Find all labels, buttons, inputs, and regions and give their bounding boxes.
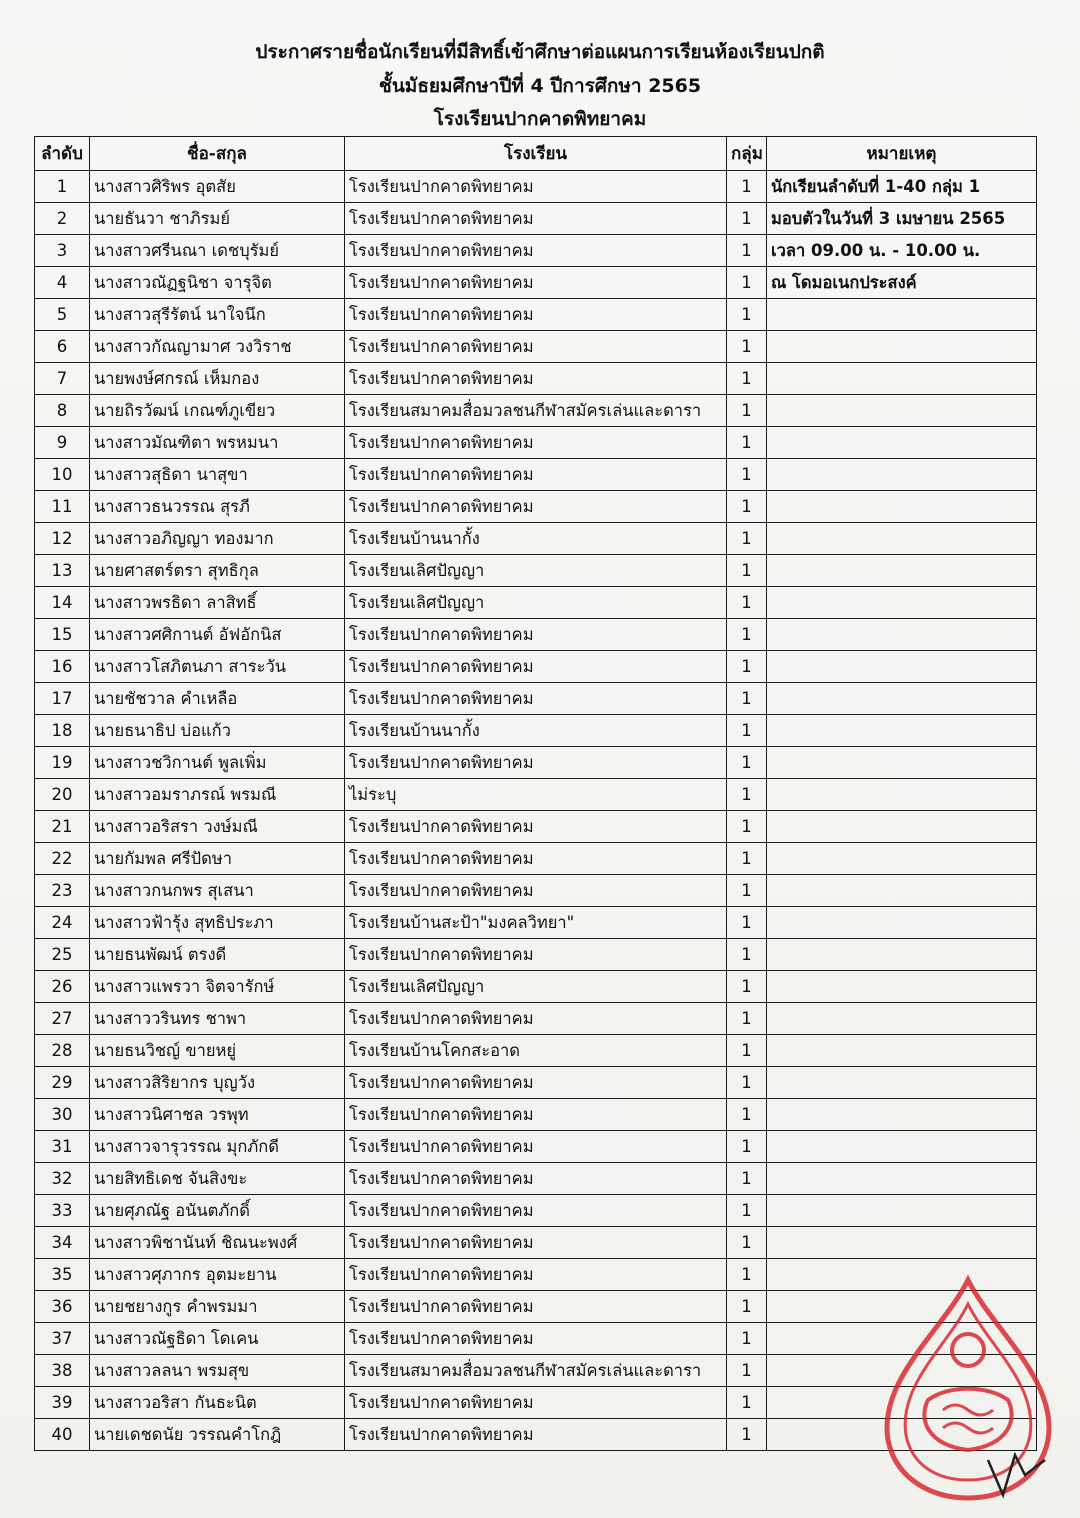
row-group-cell: 1 (727, 939, 767, 971)
row-order-cell: 17 (35, 683, 90, 715)
row-note-cell (767, 523, 1037, 555)
row-note-cell (767, 1227, 1037, 1259)
row-school-cell: โรงเรียนปากคาดพิทยาคม (345, 875, 727, 907)
row-group-cell: 1 (727, 971, 767, 1003)
row-group-cell: 1 (727, 523, 767, 555)
row-school-cell: โรงเรียนปากคาดพิทยาคม (345, 1227, 727, 1259)
row-group-cell: 1 (727, 1419, 767, 1451)
row-group-cell: 1 (727, 459, 767, 491)
row-note-cell (767, 1035, 1037, 1067)
column-header-name: ชื่อ-สกุล (90, 137, 345, 171)
row-name-cell: นางสาวศรีนณา เดชบุรัมย์ (90, 235, 345, 267)
row-school-cell: โรงเรียนปากคาดพิทยาคม (345, 1131, 727, 1163)
table-row (35, 875, 1037, 907)
row-school-cell: โรงเรียนปากคาดพิทยาคม (345, 843, 727, 875)
row-note-cell (767, 939, 1037, 971)
row-school-cell: โรงเรียนสมาคมสื่อมวลชนกีฬาสมัครเล่นและดารา (345, 1355, 727, 1387)
table-row (35, 555, 1037, 587)
row-group-cell: 1 (727, 555, 767, 587)
row-name-cell: นางสาวอมราภรณ์ พรมณี (90, 779, 345, 811)
table-row (35, 811, 1037, 843)
table-row (35, 1163, 1037, 1195)
row-name-cell: นายเดชดนัย วรรณคำโกฎิ (90, 1419, 345, 1451)
row-group-cell: 1 (727, 1323, 767, 1355)
row-group-cell: 1 (727, 1067, 767, 1099)
row-school-cell: โรงเรียนปากคาดพิทยาคม (345, 1003, 727, 1035)
table-row (35, 491, 1037, 523)
row-group-cell: 1 (727, 1195, 767, 1227)
row-name-cell: นางสาวฟ้ารุ้ง สุทธิประภา (90, 907, 345, 939)
row-order-cell: 19 (35, 747, 90, 779)
row-school-cell: โรงเรียนปากคาดพิทยาคม (345, 235, 727, 267)
row-order-cell: 26 (35, 971, 90, 1003)
table-row (35, 427, 1037, 459)
column-header-order: ลำดับ (35, 137, 90, 171)
title-line-3: โรงเรียนปากคาดพิทยาคม (433, 108, 647, 130)
table-row (35, 619, 1037, 651)
title-line-2: ชั้นมัธยมศึกษาปีที่ 4 ปีการศึกษา 2565 (378, 75, 702, 97)
row-school-cell: โรงเรียนบ้านนากั้ง (345, 523, 727, 555)
table-body (35, 171, 1037, 1451)
row-school-cell: โรงเรียนสมาคมสื่อมวลชนกีฬาสมัครเล่นและดารา (345, 395, 727, 427)
row-order-cell: 20 (35, 779, 90, 811)
row-group-cell: 1 (727, 491, 767, 523)
table-row (35, 843, 1037, 875)
row-name-cell: นายพงษ์ศกรณ์ เห็มกอง (90, 363, 345, 395)
row-name-cell: นางสาวมัณฑิตา พรหมนา (90, 427, 345, 459)
row-order-cell: 22 (35, 843, 90, 875)
row-name-cell: นางสาวนิศาชล วรพุท (90, 1099, 345, 1131)
row-school-cell: โรงเรียนบ้านโคกสะอาด (345, 1035, 727, 1067)
row-school-cell: โรงเรียนปากคาดพิทยาคม (345, 651, 727, 683)
row-order-cell: 38 (35, 1355, 90, 1387)
row-note-cell (767, 1131, 1037, 1163)
row-order-cell: 24 (35, 907, 90, 939)
row-name-cell: นางสาวอริสา กันธะนิต (90, 1387, 345, 1419)
row-name-cell: นายชัชวาล คำเหลือ (90, 683, 345, 715)
row-order-cell: 27 (35, 1003, 90, 1035)
row-name-cell: นางสาวอริสรา วงษ์มณี (90, 811, 345, 843)
row-order-cell: 36 (35, 1291, 90, 1323)
row-school-cell: โรงเรียนปากคาดพิทยาคม (345, 427, 727, 459)
row-school-cell: โรงเรียนปากคาดพิทยาคม (345, 1163, 727, 1195)
table-row (35, 1355, 1037, 1387)
row-note-cell (767, 1259, 1037, 1291)
row-school-cell: โรงเรียนปากคาดพิทยาคม (345, 491, 727, 523)
table-row (35, 459, 1037, 491)
row-school-cell: โรงเรียนปากคาดพิทยาคม (345, 683, 727, 715)
row-name-cell: นางสาวพิชานันท์ ชิณนะพงศ์ (90, 1227, 345, 1259)
row-name-cell: นายธนาธิป บ่อแก้ว (90, 715, 345, 747)
row-name-cell: นางสาวพรธิดา ลาสิทธิ์ (90, 587, 345, 619)
row-name-cell: นางสาวสุรีรัตน์ นาใจนึก (90, 299, 345, 331)
row-order-cell: 33 (35, 1195, 90, 1227)
row-school-cell: โรงเรียนปากคาดพิทยาคม (345, 1419, 727, 1451)
row-school-cell: โรงเรียนปากคาดพิทยาคม (345, 331, 727, 363)
row-group-cell: 1 (727, 875, 767, 907)
row-group-cell: 1 (727, 1387, 767, 1419)
column-header-group: กลุ่ม (727, 137, 767, 171)
row-group-cell: 1 (727, 1291, 767, 1323)
row-note-cell (767, 619, 1037, 651)
row-note-cell (767, 1003, 1037, 1035)
row-name-cell: นางสาวณัฏฐนิชา จารุจิต (90, 267, 345, 299)
row-group-cell: 1 (727, 171, 767, 203)
row-group-cell: 1 (727, 1099, 767, 1131)
row-name-cell: นายศาสตร์ตรา สุทธิกุล (90, 555, 345, 587)
row-name-cell: นางสาวธนวรรณ สุรภี (90, 491, 345, 523)
row-name-cell: นายชยางกูร คำพรมมา (90, 1291, 345, 1323)
row-note-cell (767, 1163, 1037, 1195)
row-note-cell (767, 395, 1037, 427)
row-name-cell: นางสาวกนกพร สุเสนา (90, 875, 345, 907)
row-note-cell (767, 971, 1037, 1003)
row-order-cell: 8 (35, 395, 90, 427)
row-order-cell: 3 (35, 235, 90, 267)
row-note-cell (767, 1323, 1037, 1355)
row-name-cell: นายธนพัฒน์ ตรงดี (90, 939, 345, 971)
row-note-cell (767, 459, 1037, 491)
row-group-cell: 1 (727, 747, 767, 779)
row-note-cell: มอบตัวในวันที่ 3 เมษายน 2565 (767, 203, 1037, 235)
row-note-cell (767, 555, 1037, 587)
row-group-cell: 1 (727, 1227, 767, 1259)
row-name-cell: นายกัมพล ศรีปัดษา (90, 843, 345, 875)
row-group-cell: 1 (727, 1163, 767, 1195)
row-school-cell: โรงเรียนปากคาดพิทยาคม (345, 1099, 727, 1131)
row-note-cell (767, 1387, 1037, 1419)
table-row (35, 1291, 1037, 1323)
table-row (35, 395, 1037, 427)
row-group-cell: 1 (727, 1355, 767, 1387)
row-note-cell (767, 907, 1037, 939)
row-group-cell: 1 (727, 331, 767, 363)
table-row (35, 1323, 1037, 1355)
row-name-cell: นางสาวกัณญามาศ วงวิราช (90, 331, 345, 363)
row-school-cell: โรงเรียนปากคาดพิทยาคม (345, 1387, 727, 1419)
row-group-cell: 1 (727, 395, 767, 427)
row-order-cell: 29 (35, 1067, 90, 1099)
row-group-cell: 1 (727, 715, 767, 747)
row-group-cell: 1 (727, 267, 767, 299)
row-school-cell: โรงเรียนปากคาดพิทยาคม (345, 267, 727, 299)
row-order-cell: 35 (35, 1259, 90, 1291)
row-order-cell: 4 (35, 267, 90, 299)
table-row (35, 715, 1037, 747)
row-group-cell: 1 (727, 779, 767, 811)
row-note-cell (767, 587, 1037, 619)
row-school-cell: โรงเรียนปากคาดพิทยาคม (345, 299, 727, 331)
row-group-cell: 1 (727, 363, 767, 395)
row-note-cell: นักเรียนลำดับที่ 1-40 กลุ่ม 1 (767, 171, 1037, 203)
table-row (35, 1419, 1037, 1451)
row-name-cell: นางสาวชวิกานต์ พูลเพิ่ม (90, 747, 345, 779)
row-note-cell (767, 875, 1037, 907)
row-group-cell: 1 (727, 203, 767, 235)
table-row (35, 203, 1037, 235)
row-order-cell: 31 (35, 1131, 90, 1163)
table-row (35, 779, 1037, 811)
row-order-cell: 28 (35, 1035, 90, 1067)
table-row (35, 299, 1037, 331)
row-note-cell (767, 779, 1037, 811)
row-order-cell: 13 (35, 555, 90, 587)
row-name-cell: นางสาวแพรวา จิตจารักษ์ (90, 971, 345, 1003)
row-note-cell (767, 1291, 1037, 1323)
row-note-cell: ณ โดมอเนกประสงค์ (767, 267, 1037, 299)
row-name-cell: นางสาวจารุวรรณ มุกภักดี (90, 1131, 345, 1163)
row-school-cell: โรงเรียนปากคาดพิทยาคม (345, 939, 727, 971)
row-group-cell: 1 (727, 651, 767, 683)
row-name-cell: นายธนวิชญ์ ขายหยู่ (90, 1035, 345, 1067)
row-group-cell: 1 (727, 683, 767, 715)
row-school-cell: โรงเรียนปากคาดพิทยาคม (345, 1291, 727, 1323)
row-group-cell: 1 (727, 907, 767, 939)
row-order-cell: 32 (35, 1163, 90, 1195)
row-school-cell: โรงเรียนปากคาดพิทยาคม (345, 171, 727, 203)
row-note-cell (767, 683, 1037, 715)
row-order-cell: 39 (35, 1387, 90, 1419)
row-group-cell: 1 (727, 1259, 767, 1291)
row-note-cell (767, 1355, 1037, 1387)
row-order-cell: 6 (35, 331, 90, 363)
row-school-cell: โรงเรียนเลิศปัญญา (345, 555, 727, 587)
row-school-cell: โรงเรียนปากคาดพิทยาคม (345, 811, 727, 843)
row-name-cell: นายศุภณัฐ อนันตภักดิ์ (90, 1195, 345, 1227)
row-order-cell: 25 (35, 939, 90, 971)
row-name-cell: นางสาวณัฐธิดา โดเคน (90, 1323, 345, 1355)
row-school-cell: โรงเรียนปากคาดพิทยาคม (345, 363, 727, 395)
row-school-cell: โรงเรียนปากคาดพิทยาคม (345, 1195, 727, 1227)
table-row (35, 971, 1037, 1003)
row-group-cell: 1 (727, 811, 767, 843)
row-group-cell: 1 (727, 427, 767, 459)
row-order-cell: 12 (35, 523, 90, 555)
row-school-cell: โรงเรียนเลิศปัญญา (345, 971, 727, 1003)
row-name-cell: นางสาวอภิญญา ทองมาก (90, 523, 345, 555)
row-name-cell: นายถิรวัฒน์ เกณฑ์ภูเขียว (90, 395, 345, 427)
row-note-cell (767, 1195, 1037, 1227)
row-name-cell: นางสาวศศิกานต์ อัฟอักนิส (90, 619, 345, 651)
row-group-cell: 1 (727, 587, 767, 619)
table-row (35, 1195, 1037, 1227)
row-note-cell (767, 331, 1037, 363)
column-header-note: หมายเหตุ (767, 137, 1037, 171)
row-group-cell: 1 (727, 1035, 767, 1067)
row-name-cell: นางสาวศุภากร อุตมะยาน (90, 1259, 345, 1291)
row-order-cell: 23 (35, 875, 90, 907)
table-row (35, 587, 1037, 619)
table-row (35, 171, 1037, 203)
row-order-cell: 16 (35, 651, 90, 683)
row-note-cell (767, 811, 1037, 843)
table-row (35, 1003, 1037, 1035)
row-order-cell: 34 (35, 1227, 90, 1259)
column-header-school: โรงเรียน (345, 137, 727, 171)
row-order-cell: 7 (35, 363, 90, 395)
row-note-cell (767, 1099, 1037, 1131)
table-row (35, 331, 1037, 363)
row-order-cell: 1 (35, 171, 90, 203)
row-name-cell: นายสิทธิเดช จันสิงขะ (90, 1163, 345, 1195)
row-school-cell: โรงเรียนบ้านนากั้ง (345, 715, 727, 747)
table-row (35, 363, 1037, 395)
row-group-cell: 1 (727, 299, 767, 331)
row-name-cell: นางสาวโสภิตนภา สาระวัน (90, 651, 345, 683)
row-school-cell: โรงเรียนปากคาดพิทยาคม (345, 203, 727, 235)
row-note-cell (767, 363, 1037, 395)
table-row (35, 1259, 1037, 1291)
row-order-cell: 18 (35, 715, 90, 747)
row-order-cell: 9 (35, 427, 90, 459)
row-group-cell: 1 (727, 235, 767, 267)
row-order-cell: 15 (35, 619, 90, 651)
row-order-cell: 10 (35, 459, 90, 491)
table-row (35, 683, 1037, 715)
row-school-cell: โรงเรียนเลิศปัญญา (345, 587, 727, 619)
row-school-cell: โรงเรียนปากคาดพิทยาคม (345, 747, 727, 779)
row-note-cell (767, 747, 1037, 779)
table-row (35, 651, 1037, 683)
table-row (35, 267, 1037, 299)
row-school-cell: โรงเรียนปากคาดพิทยาคม (345, 1067, 727, 1099)
row-group-cell: 1 (727, 843, 767, 875)
row-school-cell: โรงเรียนปากคาดพิทยาคม (345, 619, 727, 651)
table-row (35, 523, 1037, 555)
row-order-cell: 21 (35, 811, 90, 843)
row-note-cell (767, 715, 1037, 747)
row-name-cell: นางสาวสุธิดา นาสุขา (90, 459, 345, 491)
row-name-cell: นางสาวศิริพร อุตสัย (90, 171, 345, 203)
table-row (35, 1035, 1037, 1067)
row-note-cell (767, 299, 1037, 331)
table-row (35, 939, 1037, 971)
row-note-cell (767, 651, 1037, 683)
row-school-cell: โรงเรียนปากคาดพิทยาคม (345, 459, 727, 491)
row-order-cell: 11 (35, 491, 90, 523)
row-name-cell: นางสาววรินทร ชาพา (90, 1003, 345, 1035)
row-school-cell: ไม่ระบุ (345, 779, 727, 811)
row-note-cell (767, 843, 1037, 875)
title-line-1: ประกาศรายชื่อนักเรียนที่มีสิทธิ์เข้าศึกษาต่อแผนการเรียนห้องเรียนปกติ (255, 41, 825, 63)
table-row (35, 907, 1037, 939)
row-note-cell: เวลา 09.00 น. - 10.00 น. (767, 235, 1037, 267)
row-order-cell: 5 (35, 299, 90, 331)
row-order-cell: 30 (35, 1099, 90, 1131)
row-note-cell (767, 1419, 1037, 1451)
table-header-row (35, 137, 1037, 171)
student-roster-table (34, 136, 1037, 1451)
row-order-cell: 2 (35, 203, 90, 235)
row-school-cell: โรงเรียนปากคาดพิทยาคม (345, 1259, 727, 1291)
row-name-cell: นางสาวลลนา พรมสุข (90, 1355, 345, 1387)
table-row (35, 235, 1037, 267)
table-row (35, 1387, 1037, 1419)
row-school-cell: โรงเรียนปากคาดพิทยาคม (345, 1323, 727, 1355)
table-row (35, 747, 1037, 779)
table-row (35, 1067, 1037, 1099)
row-note-cell (767, 427, 1037, 459)
row-name-cell: นายธันวา ชาภิรมย์ (90, 203, 345, 235)
row-group-cell: 1 (727, 1003, 767, 1035)
row-note-cell (767, 491, 1037, 523)
table-row (35, 1227, 1037, 1259)
row-note-cell (767, 1067, 1037, 1099)
row-group-cell: 1 (727, 1131, 767, 1163)
row-group-cell: 1 (727, 619, 767, 651)
row-order-cell: 14 (35, 587, 90, 619)
table-row (35, 1131, 1037, 1163)
row-order-cell: 40 (35, 1419, 90, 1451)
row-order-cell: 37 (35, 1323, 90, 1355)
table-row (35, 1099, 1037, 1131)
row-school-cell: โรงเรียนบ้านสะป้า"มงคลวิทยา" (345, 907, 727, 939)
row-name-cell: นางสาวสิริยากร บุญวัง (90, 1067, 345, 1099)
